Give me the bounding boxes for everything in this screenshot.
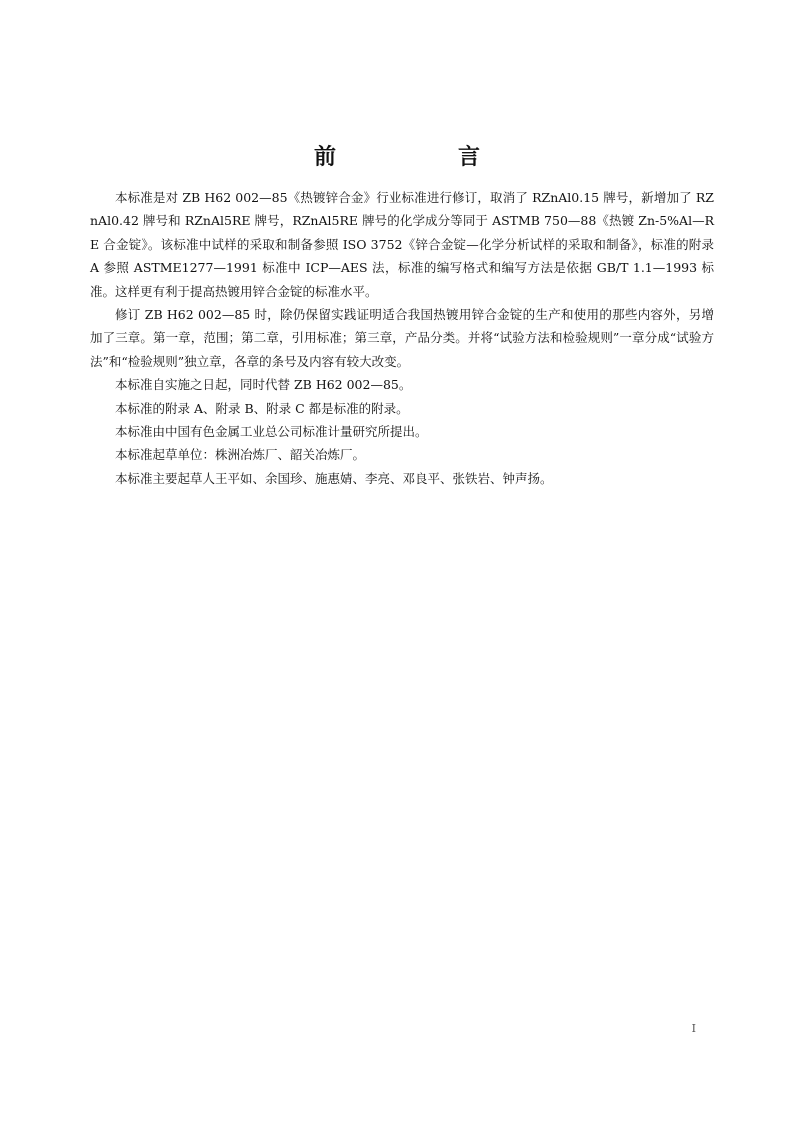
page-title: 前 言	[313, 145, 530, 170]
paragraph-appendices: 本标准的附录 A、附录 B、附录 C 都是标准的附录。	[115, 400, 409, 416]
preface-body	[90, 186, 714, 490]
paragraph-revision-summary: 本标准是对 ZB H62 002—85《热镀锌合金》行业标准进行修订，取消了 RZnAl0.15 牌号，新增加了 RZnAl0.42 牌号和 RZnAl5RE 牌号，RZnAl5RE 牌号的化学成分等同于 ASTMB 750—88《热镀 Zn-5%Al—RE 合金锭》。该标准中试样的采取和制备参照 ISO 3752《锌合金锭—化学分析试样的采取和制备》，标准的附录 A 参照 ASTME1277—1991 标准中 ICP—AES 法，标准的编写格式和编写方法是依据 GB/T 1.1—1993 标准。这样更有利于提高热镀用锌合金锭的标准水平。	[90, 190, 714, 299]
paragraph-drafting-units: 本标准起草单位：株洲冶炼厂、韶关冶炼厂。	[115, 447, 366, 463]
paragraph-revision-changes: 修订 ZB H62 002—85 时，除仍保留实践证明适合我国热镀用锌合金锭的生产和使用的那些内容外，另增加了三章。第一章，范围；第二章，引用标准；第三章，产品分类。并将“试验方法和检验规则”一章分成“试验方法”和“检验规则”独立章，各章的条号及内容有较大改变。	[90, 307, 714, 369]
paragraph-drafters: 本标准主要起草人王平如、余国珍、施惠婧、李亮、邓良平、张铁岩、钟声扬。	[115, 470, 553, 486]
page-number: I	[691, 1022, 696, 1035]
paragraph-proposer: 本标准由中国有色金属工业总公司标准计量研究所提出。	[115, 424, 428, 440]
paragraph-replacement: 本标准自实施之日起，同时代替 ZB H62 002—85。	[115, 377, 412, 393]
